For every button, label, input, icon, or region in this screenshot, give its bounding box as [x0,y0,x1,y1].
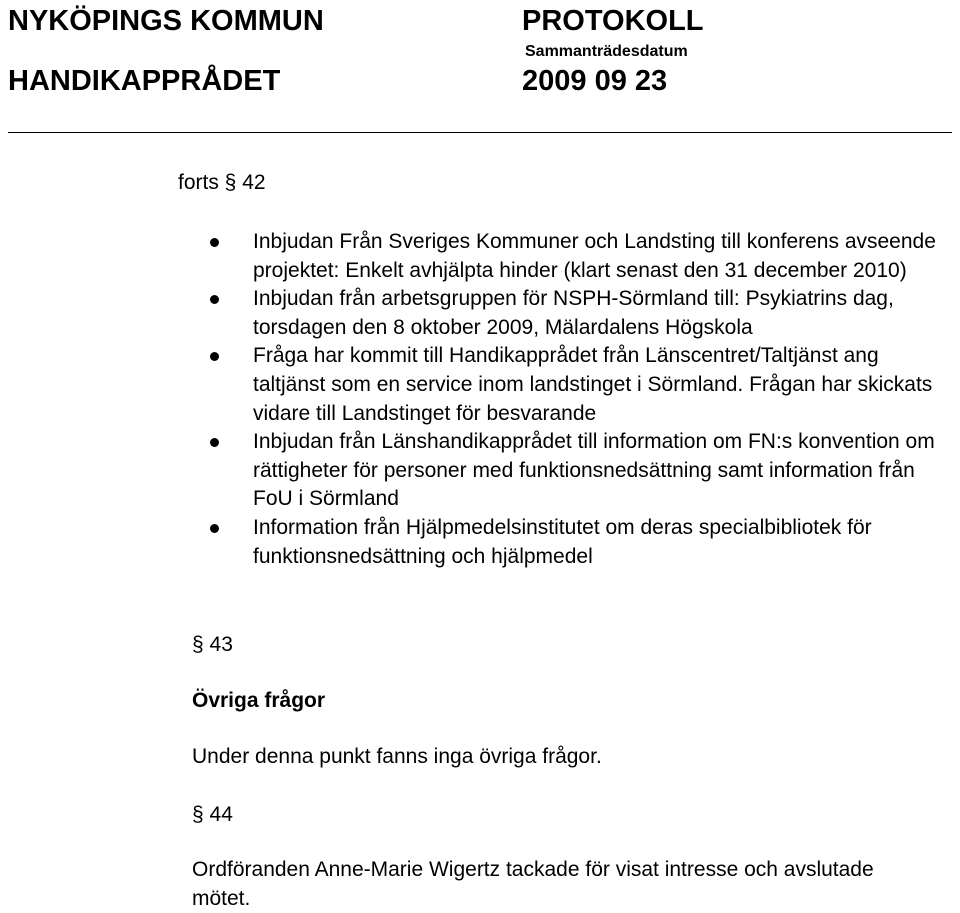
list-item [210,228,950,285]
list-item-text: Inbjudan Från Sveriges Kommuner och Landsting till konferens avseende projektet: Enkelt avhjälpta hinder (klart senast den 31 december 2010) [253,230,936,282]
section-44-label: § 44 [192,803,233,826]
list-item [210,428,950,514]
list-item [210,342,950,428]
section-43-label: § 43 [192,633,233,656]
meeting-date: 2009 09 23 [522,65,668,97]
bullet-icon [210,524,219,533]
list-item-text: Fråga har kommit till Handikapprådet från Länscentret/Taltjänst ang taltjänst som en service inom landstinget i Sörmland. Frågan har skickats vidare till Landstinget för besvarande [253,344,933,425]
section-42-label: forts § 42 [178,171,266,194]
section-42-list [210,228,950,571]
dept-name: HANDIKAPPRÅDET [8,65,281,97]
list-item-text: Inbjudan från arbetsgruppen för NSPH-Sörmland till: Psykiatrins dag, torsdagen den 8 oktober 2009, Mälardalens Högskola [253,287,894,339]
section-43-heading: Övriga frågor [192,689,326,712]
list-item-text: Inbjudan från Länshandikapprådet till information om FN:s konvention om rättigheter för personer med funktionsnedsättning samt information från FoU i Sörmland [253,430,935,511]
section-44-text: Ordföranden Anne-Marie Wigertz tackade för visat intresse och avslutade mötet. [192,858,874,910]
doc-type: PROTOKOLL [522,5,704,37]
org-name: NYKÖPINGS KOMMUN [8,5,324,37]
header-rule [8,132,952,133]
list-item [210,285,950,342]
section-43-text: Under denna punkt fanns inga övriga frågor. [192,745,602,768]
bullet-icon [210,352,219,361]
bullet-icon [210,238,219,247]
list-item-text: Information från Hjälpmedelsinstitutet om deras specialbibliotek för funktionsnedsättning och hjälpmedel [253,515,872,568]
bullet-icon [210,295,219,304]
date-label: Sammanträdesdatum [525,43,688,60]
bullet-icon [210,438,219,447]
list-item [210,514,950,571]
